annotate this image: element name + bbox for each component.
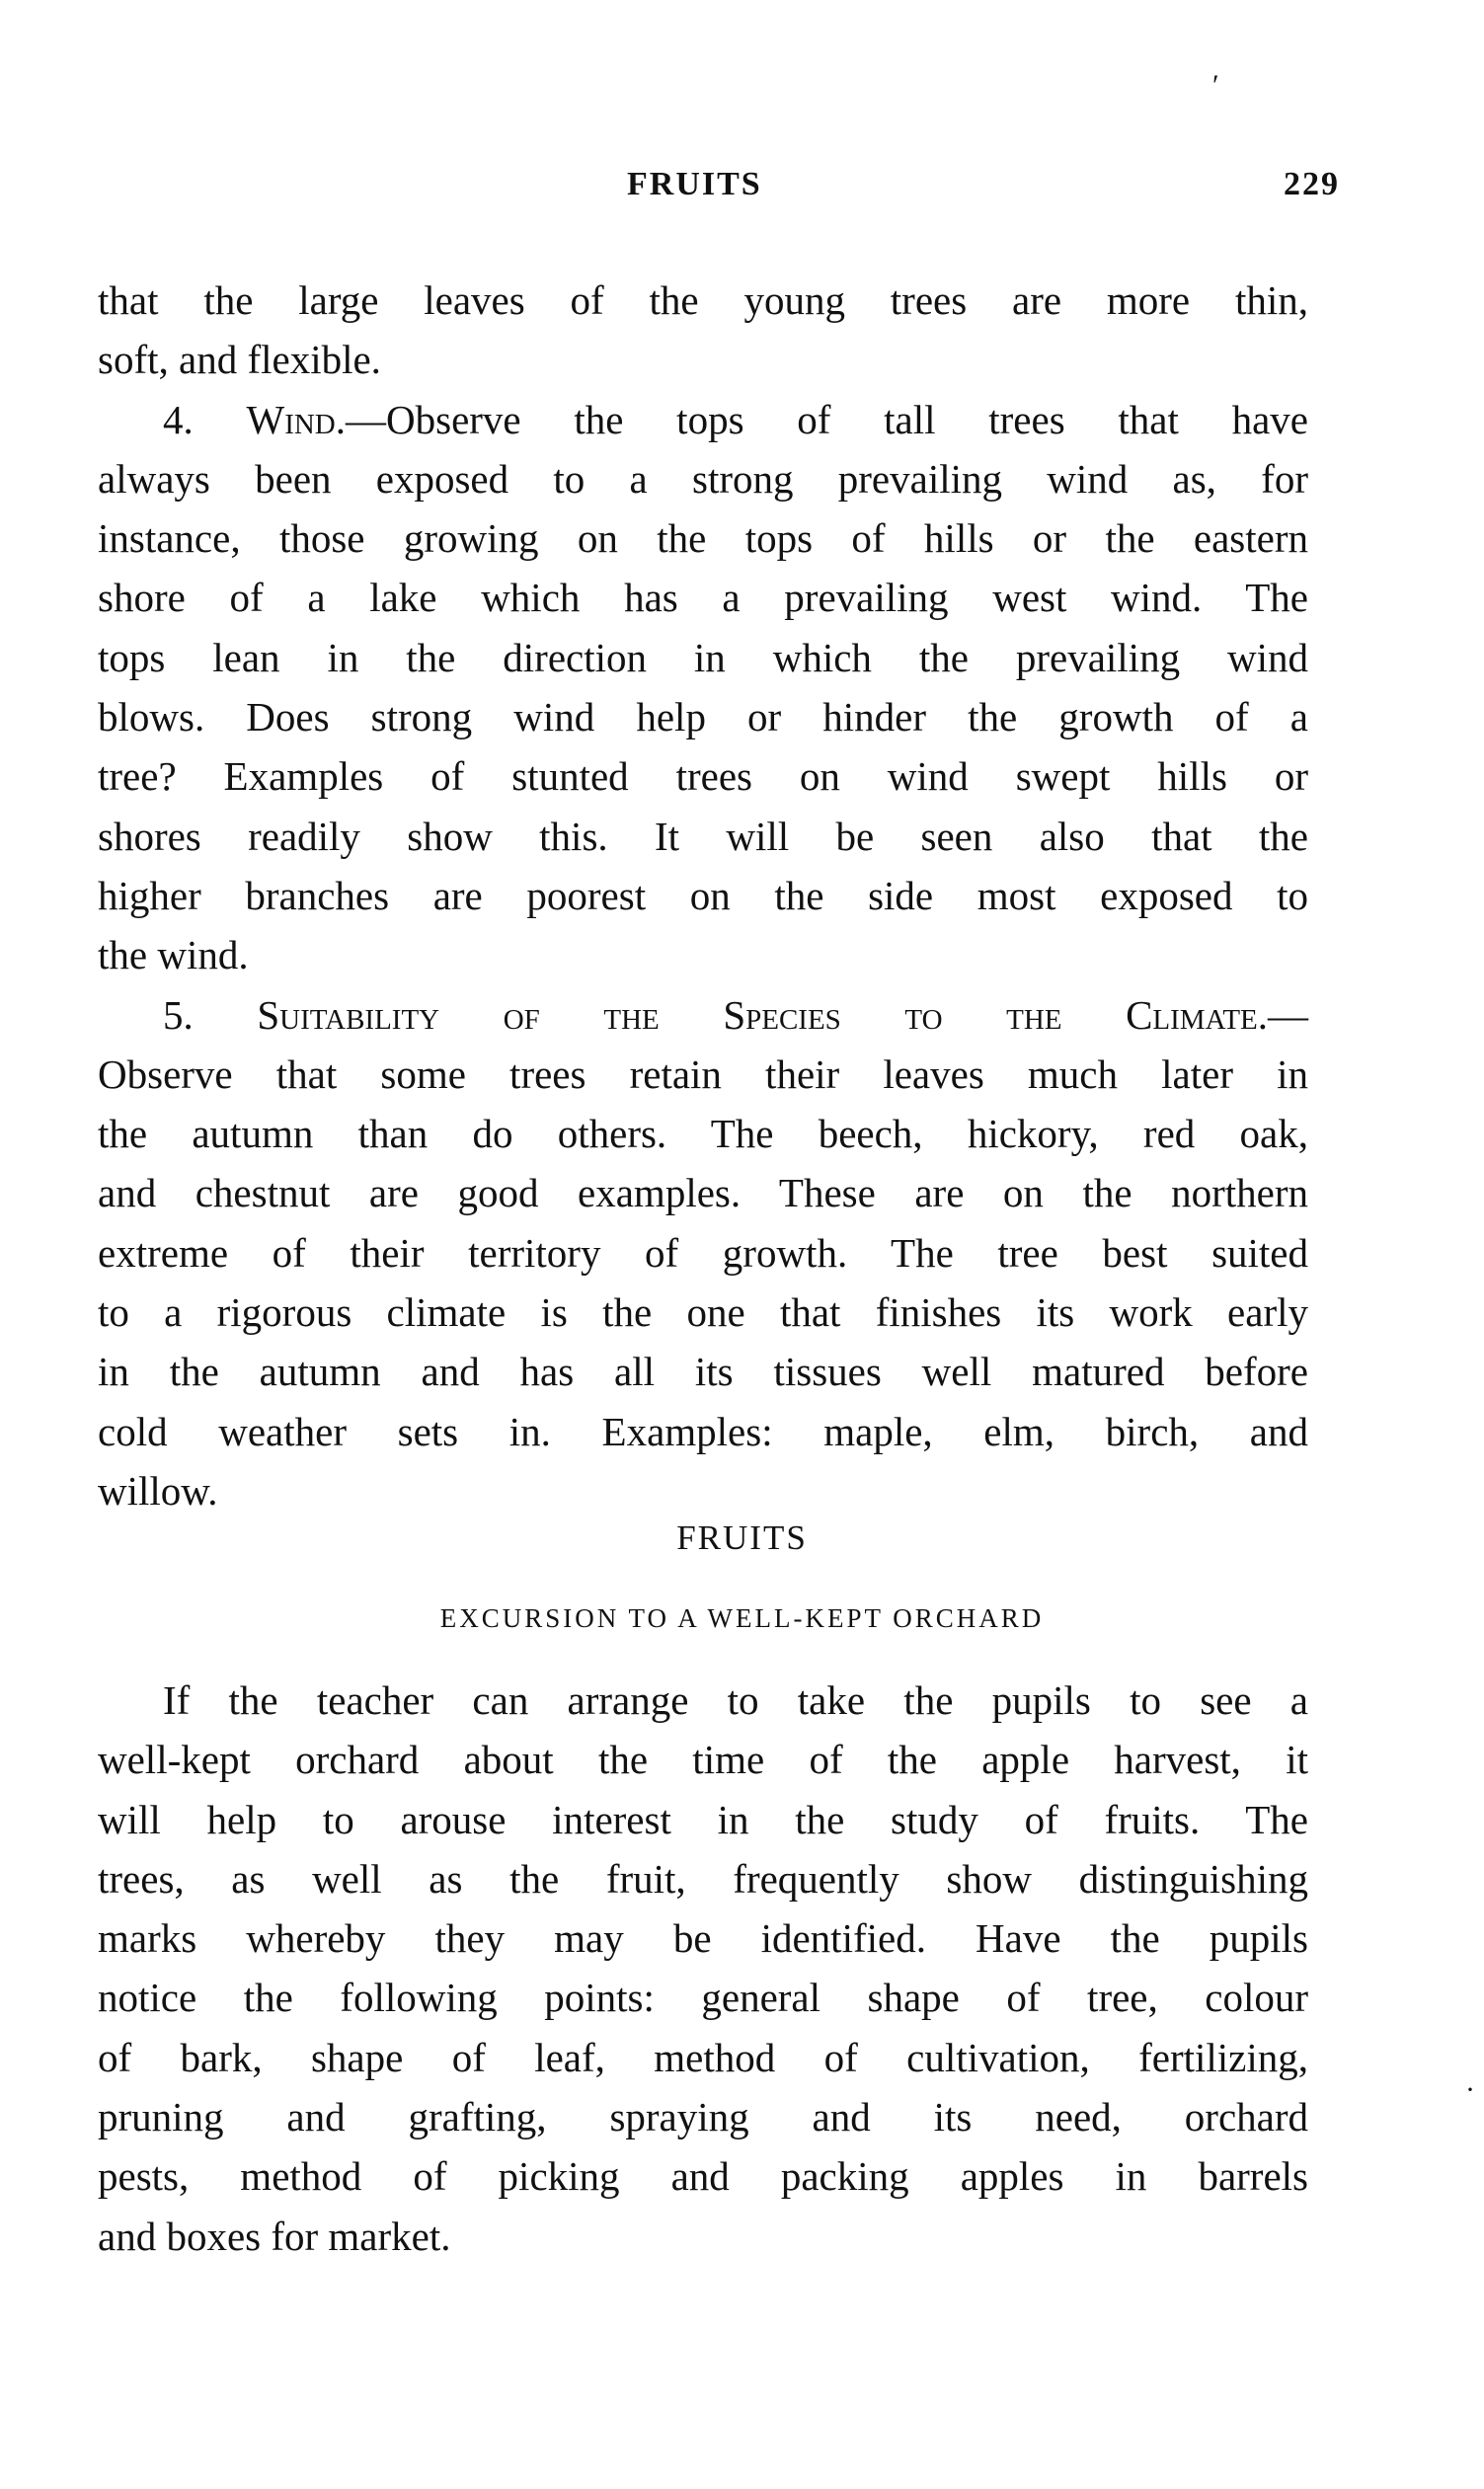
text-line: well-kept orchard about the time of the apple harvest, it — [98, 1737, 1308, 1783]
section-heading: FRUITS — [676, 1518, 808, 1557]
text-line: to a rigorous climate is the one that finishes its work early — [98, 1289, 1308, 1336]
text-line: always been exposed to a strong prevailing wind as, for — [98, 455, 1308, 502]
text-line: instance, those growing on the tops of hills or the eastern — [98, 515, 1308, 562]
text-line: extreme of their territory of growth. The tree best suited — [98, 1229, 1308, 1276]
body-text-excursion — [98, 1671, 1308, 2266]
text-line: willow. — [98, 1467, 218, 1514]
wind-heading: Wind. — [246, 396, 346, 442]
item-number: 4. — [163, 396, 194, 442]
text-line: the wind. — [98, 932, 249, 978]
text-line: blows. Does strong wind help or hinder the growth of a — [98, 694, 1308, 740]
text-line: will help to arouse interest in the study of fruits. The — [98, 1796, 1308, 1842]
text-line: in the autumn and has all its tissues well matured before — [98, 1349, 1308, 1395]
stray-dot: · — [1465, 2073, 1475, 2106]
suitability-paragraph-start — [98, 985, 1308, 1045]
text-line: notice the following points: general shape of tree, colour — [98, 1975, 1308, 2021]
text-line: shores readily show this. It will be seen also that the — [98, 813, 1308, 859]
text-line: —Observe the tops of tall trees that have — [346, 396, 1308, 442]
text-line: tops lean in the direction in which the prevailing wind — [98, 634, 1308, 680]
text-line: the autumn than do others. The beech, hickory, red oak, — [98, 1111, 1308, 1157]
text-line: pests, method of picking and packing apples in barrels — [98, 2153, 1308, 2200]
subsection-heading: EXCURSION TO A WELL-KEPT ORCHARD — [439, 1603, 1045, 1633]
text-line: of bark, shape of leaf, method of cultivation, fertilizing, — [98, 2034, 1308, 2080]
text-line: — — [1268, 991, 1308, 1038]
wind-paragraph-start — [98, 390, 1308, 449]
stray-mark: ʹ — [1212, 69, 1219, 102]
text-line: pruning and grafting, spraying and its need, orchard — [98, 2094, 1308, 2140]
running-head-title: FRUITS — [627, 166, 762, 202]
page-number: 229 — [1284, 166, 1340, 202]
text-line: marks whereby they may be identified. Have the pupils — [98, 1915, 1308, 1962]
suitability-heading: Suitability of the Species to the Climate. — [257, 991, 1268, 1038]
text-line: and boxes for market. — [98, 2213, 451, 2259]
text-line: cold weather sets in. Examples: maple, elm, birch, and — [98, 1408, 1308, 1454]
text-line: that the large leaves of the young trees are more thin, — [98, 277, 1308, 323]
text-line: shore of a lake which has a prevailing west wind. The — [98, 575, 1308, 621]
text-line: soft, and flexible. — [98, 337, 381, 383]
text-line: and chestnut are good examples. These are on the northern — [98, 1170, 1308, 1216]
body-text-top — [98, 271, 1308, 1520]
text-line: If the teacher can arrange to take the pupils to see a — [163, 1677, 1308, 1723]
text-line: trees, as well as the fruit, frequently show distinguishing — [98, 1855, 1308, 1902]
running-head — [0, 166, 1484, 215]
item-number: 5. — [163, 991, 194, 1038]
text-line: higher branches are poorest on the side most exposed to — [98, 872, 1308, 918]
text-line: tree? Examples of stunted trees on wind swept hills or — [98, 753, 1308, 800]
text-line: Observe that some trees retain their leaves much later in — [98, 1050, 1308, 1097]
